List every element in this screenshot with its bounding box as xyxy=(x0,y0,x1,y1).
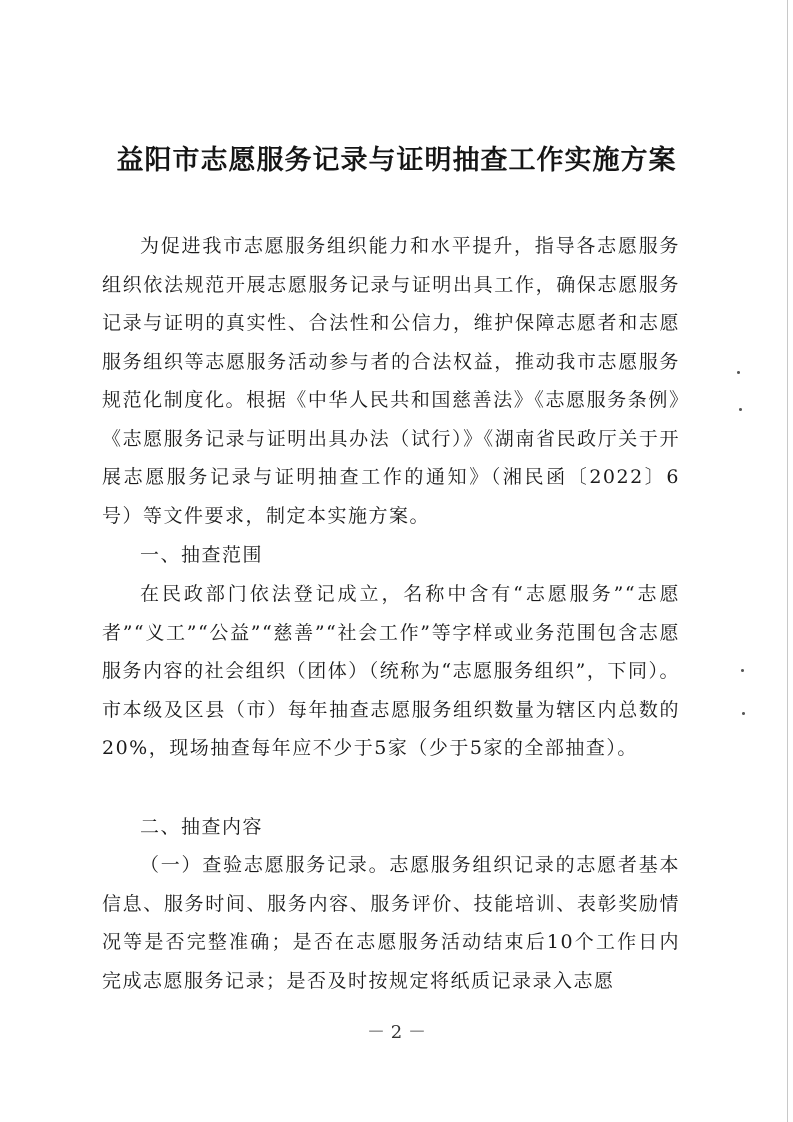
scan-speck xyxy=(741,669,744,672)
content-item-1-body: 志愿服务组织记录的志愿者基本信息、服务时间、服务内容、服务评价、技能培训、表彰奖励情况等是否完整准确；是否在志愿服务活动结束后10个工作日内完成志愿服务记录；是否及时按规定将纸质记录录入志愿 xyxy=(102,854,680,992)
scope-paragraph: 在民政部门依法登记成立，名称中含有“志愿服务”“志愿者”“义工”“公益”“慈善”“社会工作”等字样或业务范围包含志愿服务内容的社会组织（团体）（统称为“志愿服务组织”，下同）。市本级及区县（市）每年抽查志愿服务组织数量为辖区内总数的20%，现场抽查每年应不少于5家（少于5家的全部抽查）。 xyxy=(102,583,680,759)
scan-edge-line xyxy=(787,0,788,1122)
section-heading-scope: 一、抽查范围 xyxy=(140,544,264,566)
section-heading-content: 二、抽查内容 xyxy=(140,816,264,838)
intro-paragraph: 为促进我市志愿服务组织能力和水平提升，指导各志愿服务组织依法规范开展志愿服务记录与证明出具工作，确保志愿服务记录与证明的真实性、合法性和公信力，维护保障志愿者和志愿服务组织等志愿服务活动参与者的合法权益，推动我市志愿服务规范化制度化。根据《中华人民共和国慈善法》《志愿服务条例》《志愿服务记录与证明出具办法（试行）》《湖南省民政厅关于开展志愿服务记录与证明抽查工作的通知》（湘民函〔2022〕6号）等文件要求，制定本实施方案。 xyxy=(102,235,680,527)
scan-speck xyxy=(742,712,745,715)
document-title: 益阳市志愿服务记录与证明抽查工作实施方案 xyxy=(116,145,677,176)
scan-speck xyxy=(737,371,740,374)
page-number: － 2 － xyxy=(367,1022,426,1043)
content-item-1-lead: （一）查验志愿服务记录。 xyxy=(140,854,390,876)
content-item-1-paragraph xyxy=(102,846,680,1000)
scan-speck xyxy=(739,408,742,411)
